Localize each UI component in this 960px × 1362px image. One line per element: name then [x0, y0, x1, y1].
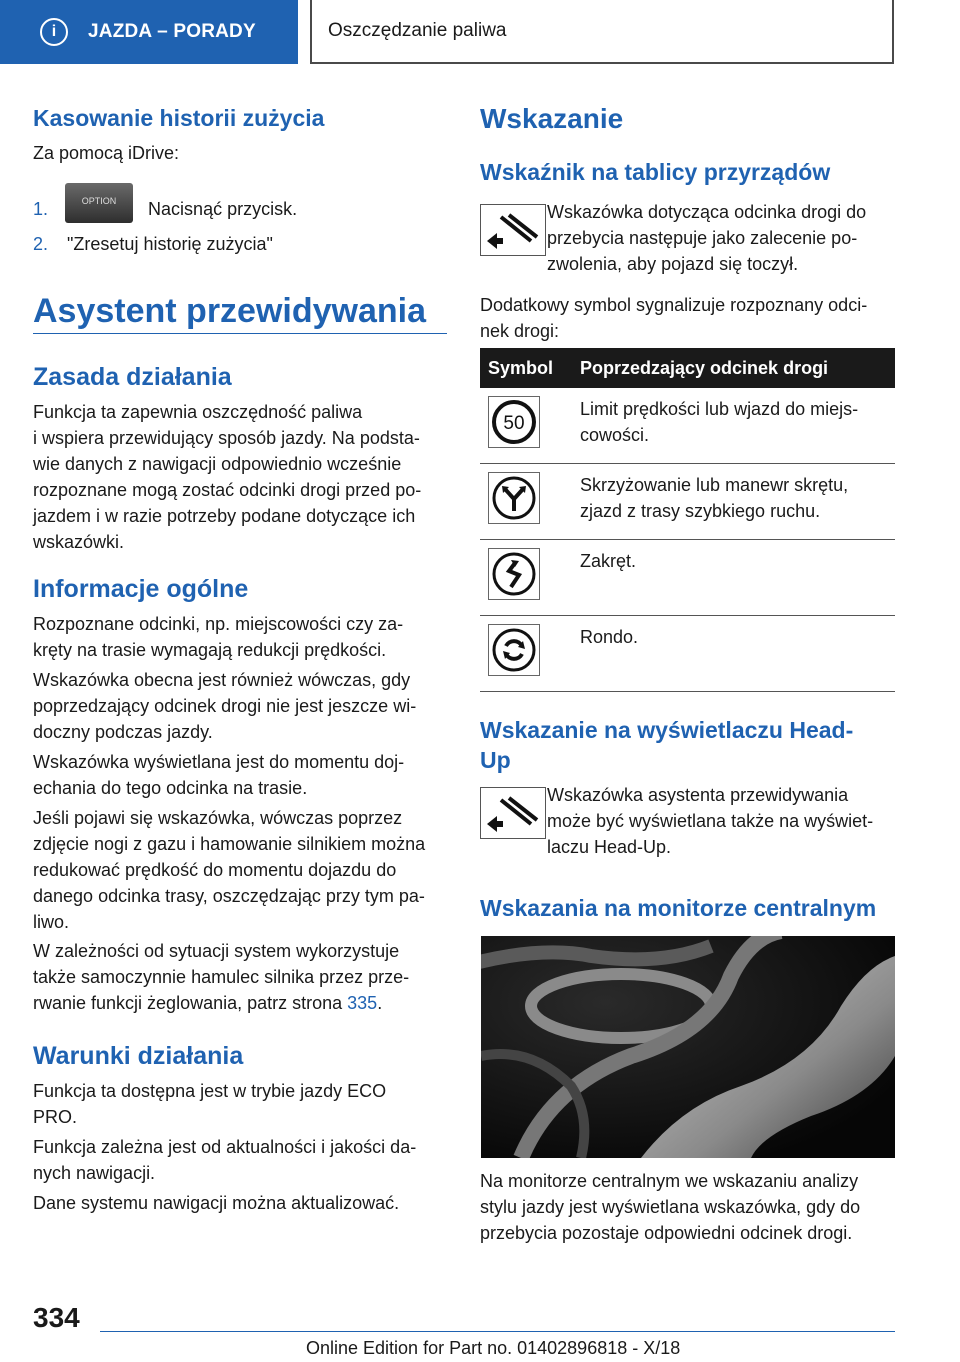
junction-icon [488, 472, 540, 524]
section-tab [0, 0, 298, 64]
principle-heading: Zasada działania [33, 363, 232, 391]
curve-icon [488, 548, 540, 600]
principle-text: Funkcja ta zapewnia oszczędność paliwa i wspiera przewidujący sposób jazdy. Na podsta- wie danych z nawigacji odpowiednio wcześnie rozpoznane mogą zostać odcinki drogi przed po- jazdem i w razie potrzeby podane dotyczące ich wskazówki. [33, 402, 422, 552]
display-heading: Wskazanie [480, 103, 624, 134]
svg-text:50: 50 [503, 413, 525, 434]
step-number: 1. [33, 199, 49, 219]
general-p5-end: . [377, 993, 383, 1013]
page-link[interactable]: 335 [347, 993, 378, 1013]
general-p5-text: W zależności od sytuacji system wykorzystuje także samoczynnie hamulec silnika przez prze- rwanie funkcji żeglowania, patrz strona [33, 941, 410, 1013]
page-number: 334 [33, 1302, 80, 1333]
cluster-heading: Wskaźnik na tablicy przyrządów [480, 159, 831, 185]
step-1 [33, 196, 297, 223]
option-button-icon: OPTION [65, 183, 133, 223]
central-heading: Wskazania na monitorze centralnym [480, 895, 877, 921]
reset-heading: Kasowanie historii zużycia [33, 105, 325, 131]
coasting-hint-icon [480, 204, 546, 256]
general-p1: Rozpoznane odcinki, np. miejscowości czy za- kręty na trasie wymagają redukcji prędkości. [33, 614, 404, 660]
row-description: Limit prędkości lub wjazd do miejs- cowości. [572, 388, 895, 464]
roundabout-icon [488, 624, 540, 676]
general-heading: Informacje ogólne [33, 575, 249, 603]
reset-intro: Za pomocą iDrive: [33, 143, 180, 163]
chapter-tab [310, 0, 894, 64]
main-title: Asystent przewidywania [33, 292, 427, 330]
col-symbol: Symbol [480, 348, 572, 388]
step-number: 2. [33, 234, 49, 254]
general-p4: Jeśli pojawi się wskazówka, wówczas poprzez zdjęcie nogi z gazu i hamowanie silnikiem można redukować prędkość do momentu dojazdu do danego odcinka trasy, oszczędzając przy tym pa- liwo. [33, 808, 426, 932]
table-row [480, 540, 895, 616]
general-p5 [33, 938, 409, 1016]
central-display-road-image [481, 936, 895, 1158]
general-p2: Wskazówka obecna jest również wówczas, gdy poprzedzający odcinek drogi nie jest jeszcze wi- doczny podczas jazdy. [33, 670, 417, 742]
row-description: Rondo. [572, 616, 895, 692]
edition-text: Online Edition for Part no. 01402896818 - X/18 [306, 1338, 681, 1358]
symbol-table [480, 348, 895, 692]
row-description: Skrzyżowanie lub manewr skrętu, zjazd z trasy szybkiego ruchu. [572, 464, 895, 540]
info-icon: i [40, 18, 68, 46]
title-rule [33, 333, 447, 334]
section-title: JAZDA – PORADY [88, 21, 256, 42]
table-row [480, 464, 895, 540]
speed-limit-50-icon [488, 396, 540, 448]
conditions-p3: Dane systemu nawigacji można aktualizować. [33, 1193, 400, 1213]
step-text: "Zresetuj historię zużycia" [67, 234, 273, 254]
chapter-title: Oszczędzanie paliwa [328, 20, 507, 41]
row-description: Zakręt. [572, 540, 895, 616]
hud-text: Wskazówka asystenta przewidywania może być wyświetlana także na wyświet- laczu Head-Up. [547, 785, 874, 857]
footer-rule [100, 1331, 895, 1332]
hud-coasting-icon [480, 787, 546, 839]
conditions-p2: Funkcja zależna jest od aktualności i jakości da- nych nawigacji. [33, 1137, 417, 1183]
step-text: Nacisnąć przycisk. [148, 199, 298, 219]
central-text: Na monitorze centralnym we wskazaniu analizy stylu jazdy jest wyświetlana wskazówka, gdy do przebycia pozostaje odpowiedni odcinek drogi. [480, 1171, 861, 1243]
conditions-heading: Warunki działania [33, 1042, 244, 1070]
extra-text: Dodatkowy symbol sygnalizuje rozpoznany odci- nek drogi: [480, 295, 868, 341]
general-p3: Wskazówka wyświetlana jest do momentu doj- echania do tego odcinka na trasie. [33, 752, 405, 798]
cluster-text: Wskazówka dotycząca odcinka drogi do przebycia następuje jako zalecenie po- zwolenia, aby pojazd się toczył. [547, 202, 867, 274]
col-description: Poprzedzający odcinek drogi [572, 348, 895, 388]
step-2 [33, 231, 273, 257]
edition-info [306, 1338, 680, 1359]
table-row [480, 388, 895, 464]
table-row [480, 616, 895, 692]
conditions-p1: Funkcja ta dostępna jest w trybie jazdy ECO PRO. [33, 1081, 387, 1127]
hud-heading: Wskazanie na wyświetlaczu Head- Up [480, 717, 854, 773]
